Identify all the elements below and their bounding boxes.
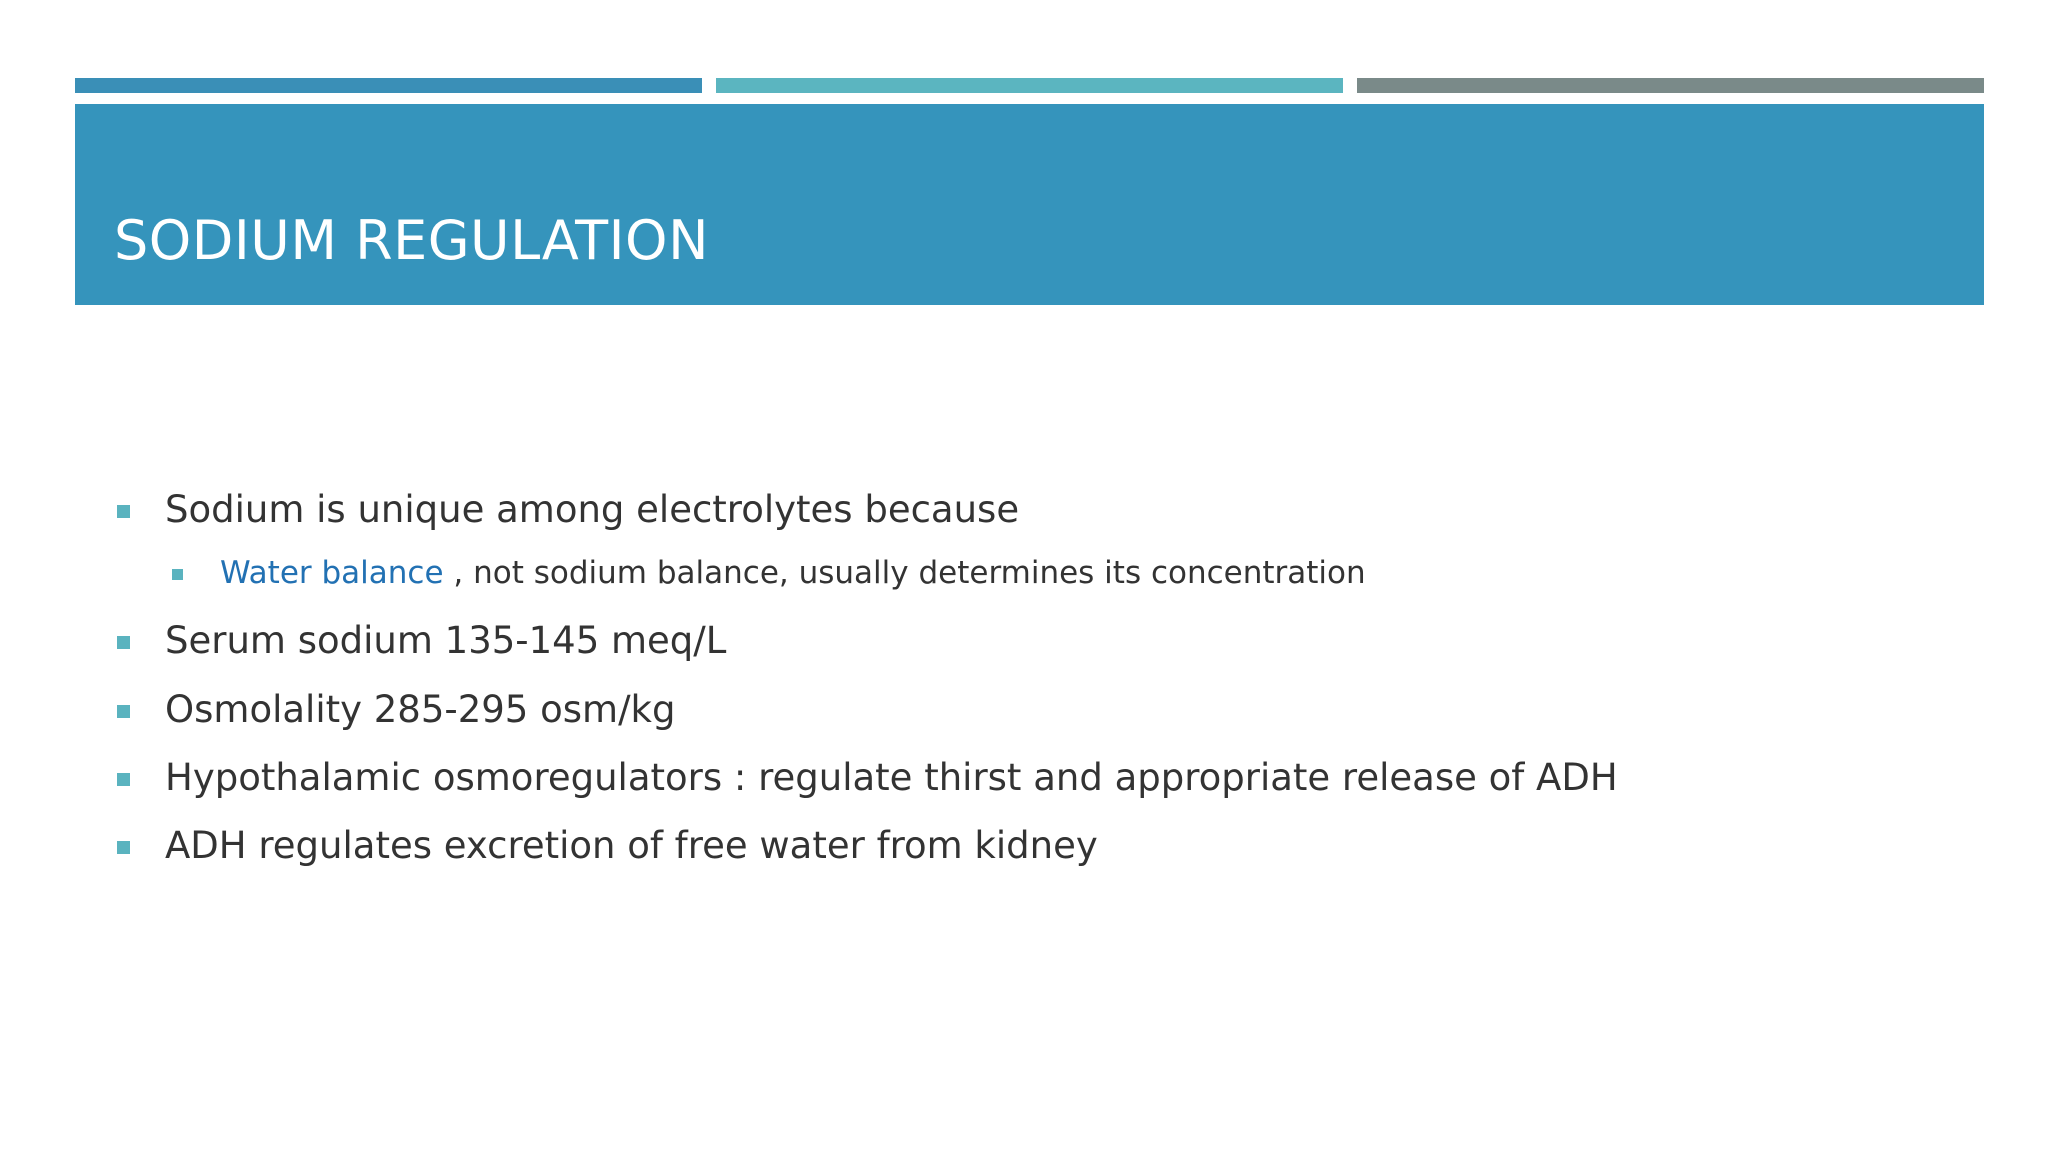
bullet-square-icon xyxy=(117,636,130,649)
list-item xyxy=(165,488,1020,531)
bullet-square-icon xyxy=(117,505,130,518)
sub-bullet-square-icon xyxy=(172,569,183,580)
list-item-text: Sodium is unique among electrolytes because xyxy=(165,488,1020,531)
list-item-text: Hypothalamic osmoregulators : regulate thirst and appropriate release of ADH xyxy=(165,756,1618,799)
bullet-square-icon xyxy=(117,773,130,786)
list-item xyxy=(165,619,727,662)
list-item-text: Osmolality 285-295 osm/kg xyxy=(165,688,676,731)
water-balance-link[interactable]: Water balance xyxy=(220,555,444,591)
list-item-text: ADH regulates excretion of free water from kidney xyxy=(165,824,1098,867)
list-item-text: Serum sodium 135-145 meq/L xyxy=(165,619,727,662)
list-item-text: , not sodium balance, usually determines its concentration xyxy=(443,555,1366,591)
list-item xyxy=(165,756,1618,799)
bullet-square-icon xyxy=(117,841,130,854)
list-item-sub xyxy=(220,555,1366,591)
list-item xyxy=(165,688,676,731)
list-item xyxy=(165,824,1098,867)
slide-title: SODIUM REGULATION xyxy=(114,209,709,272)
bullet-square-icon xyxy=(117,705,130,718)
